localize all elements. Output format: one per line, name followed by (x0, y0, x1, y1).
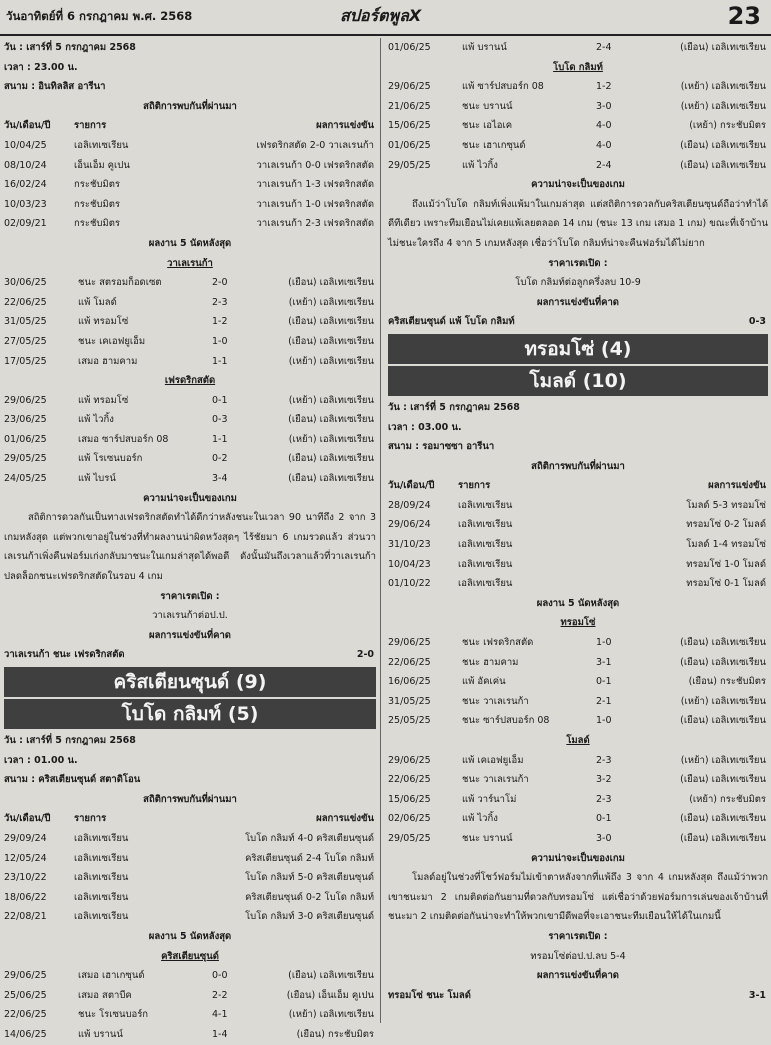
match-info: วัน : เสาร์ที่ 5 กรกฎาคม 2568 (4, 735, 136, 746)
form-row (4, 391, 376, 411)
analysis-paragraph: ถึงแม้ว่าโบโด กลิมท์เพิ่งแพ้มาในเกมล่าสุด แต่สถิติการดวลกับคริสเตียนซุนด์ถือว่าทำได้ดีทีเดียว เพราะทีมเยือนไม่เคยแพ้เลยตลอด 14 เกม (ชนะ 13 เกม เสมอ 1 เกม) ขณะที่เจ้าบ้านไม่ชนะใครถึง 4 จาก 5 เกมหลังสุด เชื่อว่าโบโด กลิมท์น่าจะคืนฟอร์มได้ไม่ยาก (388, 198, 768, 249)
h2h-cell: กระชับมิตร (74, 198, 120, 210)
form-cell: 2-4 (596, 159, 612, 171)
form-cell: (เยือน) เอลิเทเซเรียน (680, 637, 766, 649)
form-cell: แพ้ โมลด์ (78, 296, 117, 308)
form-row (4, 273, 376, 293)
form-cell: 2-1 (596, 695, 612, 707)
match-info: วัน : เสาร์ที่ 5 กรกฎาคม 2568 (388, 401, 520, 413)
form-cell: แพ้ วาร์นาโม่ (462, 793, 517, 805)
form-cell: แพ้ ทรอมโซ่ (78, 316, 129, 328)
h2h-cell: 10/04/23 (388, 558, 431, 570)
form-row (388, 672, 768, 692)
form-cell: 16/06/25 (388, 676, 431, 688)
prediction-row (4, 645, 376, 665)
form-cell: ชนะ ซาร์ปสบอร์ก 08 (462, 715, 550, 727)
h2h-cell: เฟรดริกสตัด 2-0 วาเลเรนก้า (256, 139, 374, 151)
form-row (388, 751, 768, 771)
form-cell: แพ้ ไบรน์ (78, 473, 116, 485)
form-cell: แพ้ โรเซนบอร์ก (78, 453, 143, 465)
h2h-cell: ทรอมโซ่ 0-1 โมลด์ (686, 578, 766, 590)
h2h-cell: กระชับมิตร (74, 218, 120, 230)
form-cell: (เยือน) กระชับมิตร (296, 1028, 374, 1040)
h2h-cell: 10/03/23 (4, 198, 47, 210)
form-cell: 4-0 (596, 120, 612, 132)
prediction-text: วาเลเรนก้า ชนะ เฟรดริกสตัด (4, 649, 125, 661)
h2h-header-cell: รายการ (74, 120, 107, 132)
form-cell: แพ้ อัคเค่น (462, 676, 506, 688)
form-cell: 27/05/25 (4, 335, 47, 347)
h2h-cell: 31/10/23 (388, 539, 431, 551)
form-row (4, 449, 376, 469)
form-row (4, 966, 376, 986)
form-row (4, 430, 376, 450)
h2h-row (4, 888, 376, 908)
h2h-cell: เอลิเทเซเรียน (74, 891, 129, 903)
match-info: สนาม : อินทิลลิส อารีนา (4, 81, 106, 93)
form-title: ผลงาน 5 นัดหลังสุด (148, 930, 232, 942)
h2h-cell: 29/09/24 (4, 832, 47, 844)
prediction-score: 3-1 (748, 989, 766, 1001)
h2h-cell: เอลิเทเซเรียน (74, 911, 129, 923)
page-header (0, 0, 771, 36)
h2h-header-cell: รายการ (74, 813, 107, 825)
form-cell: ชนะ โรเซนบอร์ก (78, 1009, 149, 1021)
h2h-header-cell: วัน/เดือน/ปี (4, 813, 51, 825)
form-cell: (เหย้า) เอลิเทเซเรียน (680, 100, 766, 112)
form-cell: 02/06/25 (388, 813, 431, 825)
form-row (388, 116, 768, 136)
form-row (4, 352, 376, 372)
team-b-title: โบโด กลิมท์ (553, 61, 603, 73)
form-row (388, 692, 768, 712)
h2h-cell: โมลด์ 5-3 ทรอมโซ่ (686, 499, 766, 511)
form-cell: 01/06/25 (388, 42, 431, 53)
form-cell: (เหย้า) เอลิเทเซเรียน (288, 1009, 374, 1021)
h2h-row (4, 829, 376, 849)
h2h-cell: วาเลเรนก้า 2-3 เฟรดริกสตัด (256, 218, 374, 230)
form-cell: 29/06/25 (388, 637, 431, 649)
form-cell: 21/06/25 (388, 100, 431, 112)
form-cell: 29/06/25 (388, 754, 431, 766)
prediction-title: ผลการแข่งขันที่คาด (537, 970, 619, 982)
form-cell: (เยือน) เอลิเทเซเรียน (680, 813, 766, 825)
h2h-row (388, 535, 768, 555)
form-cell: 30/06/25 (4, 277, 47, 289)
match-info: เวลา : 23.00 น. (4, 61, 78, 73)
h2h-cell: วาเลเรนก้า 0-0 เฟรดริกสตัด (256, 159, 374, 171)
form-cell: 25/05/25 (388, 715, 431, 727)
form-cell: 29/05/25 (4, 453, 47, 465)
form-cell: (เหย้า) เอลิเทเซเรียน (288, 296, 374, 308)
form-row (388, 653, 768, 673)
form-cell: (เยือน) เอลิเทเซเรียน (680, 656, 766, 668)
h2h-cell: 10/04/25 (4, 139, 47, 151)
form-row (388, 809, 768, 829)
team-a-banner: คริสเตียนซุนด์ (9) (4, 667, 376, 697)
analysis-title: ความน่าจะเป็นของเกม (531, 179, 625, 191)
form-cell: 22/06/25 (388, 656, 431, 668)
form-cell: (เยือน) เอลิเทเซเรียน (680, 159, 766, 171)
prediction-row (388, 986, 768, 1006)
h2h-cell: 18/06/22 (4, 891, 47, 903)
form-cell: 3-0 (596, 832, 612, 844)
h2h-cell: 23/10/22 (4, 872, 47, 884)
form-cell: (เยือน) เอลิเทเซเรียน (288, 453, 374, 465)
h2h-row (4, 868, 376, 888)
form-cell: 0-1 (212, 394, 228, 406)
h2h-cell: เอ็นเอ็ม คูเปน (74, 159, 130, 171)
odds-title: ราคาเรตเปิด : (548, 930, 608, 942)
h2h-cell: เอลิเทเซเรียน (458, 558, 513, 570)
form-row (388, 97, 768, 117)
form-row (388, 711, 768, 731)
form-cell: 1-2 (596, 81, 612, 93)
team-b-title: เฟรดริกสตัด (164, 375, 216, 387)
h2h-title: สถิติการพบกันที่ผ่านมา (143, 100, 237, 112)
form-cell: (เยือน) เอ็นเอ็ม คูเปน (286, 989, 374, 1001)
form-cell: 24/05/25 (4, 473, 47, 485)
form-cell: (เหย้า) เอลิเทเซเรียน (288, 355, 374, 367)
form-cell: 1-2 (212, 316, 228, 328)
form-cell: (เยือน) เอลิเทเซเรียน (288, 277, 374, 289)
form-cell: 1-0 (212, 335, 228, 347)
form-cell: (เยือน) เอลิเทเซเรียน (288, 414, 374, 426)
analysis-title: ความน่าจะเป็นของเกม (143, 492, 237, 504)
form-cell: 25/06/25 (4, 989, 47, 1001)
page-number: 23 (727, 2, 761, 30)
form-cell: 15/06/25 (388, 793, 431, 805)
form-cell: 4-1 (212, 1009, 228, 1021)
h2h-cell: กระชับมิตร (74, 179, 120, 191)
form-cell: (เยือน) เอลิเทเซเรียน (288, 316, 374, 328)
form-cell: 1-4 (212, 1028, 228, 1040)
team-a-title: คริสเตียนซุนด์ (161, 950, 219, 962)
h2h-title: สถิติการพบกันที่ผ่านมา (143, 793, 237, 805)
form-cell: ชนะ เฮาเกซุนด์ (462, 139, 526, 151)
h2h-cell: วาเลเรนก้า 1-3 เฟรดริกสตัด (256, 179, 374, 191)
form-cell: (เหย้า) เอลิเทเซเรียน (288, 433, 374, 445)
form-cell: 2-4 (596, 42, 612, 53)
form-cell: (เหย้า) เอลิเทเซเรียน (680, 754, 766, 766)
form-row (4, 293, 376, 313)
form-cell: 2-0 (212, 277, 228, 289)
h2h-cell: 29/06/24 (388, 519, 431, 531)
h2h-cell: 12/05/24 (4, 852, 47, 864)
form-title: ผลงาน 5 นัดหลังสุด (148, 237, 232, 249)
h2h-row (388, 555, 768, 575)
form-cell: 0-0 (212, 970, 228, 982)
team-b-banner: โบโด กลิมท์ (5) (4, 699, 376, 729)
h2h-cell: คริสเตียนซุนด์ 0-2 โบโด กลิมท์ (245, 891, 374, 903)
prediction-score: 0-3 (748, 316, 766, 328)
odds-value: ทรอมโซ่ต่อป.ป.ลบ 5-4 (530, 950, 626, 962)
left-column (4, 38, 376, 1045)
form-cell: 01/06/25 (388, 139, 431, 151)
form-cell: 3-0 (596, 100, 612, 112)
form-cell: 29/05/25 (388, 159, 431, 171)
form-cell: 22/06/25 (4, 1009, 47, 1021)
form-cell: (เยือน) เอลิเทเซเรียน (680, 832, 766, 844)
form-cell: ชนะ ฮามคาม (462, 656, 519, 668)
h2h-row (4, 175, 376, 195)
team-a-title: ทรอมโซ่ (560, 617, 596, 629)
h2h-cell: 08/10/24 (4, 159, 47, 171)
h2h-cell: โบโด กลิมท์ 5-0 คริสเตียนซุนด์ (245, 872, 374, 884)
h2h-cell: 02/09/21 (4, 218, 47, 230)
team-a-title: วาเลเรนก้า (167, 257, 213, 269)
h2h-row (4, 849, 376, 869)
form-cell: 23/06/25 (4, 414, 47, 426)
h2h-cell: 16/02/24 (4, 179, 47, 191)
form-cell: (เยือน) เอลิเทเซเรียน (680, 42, 766, 53)
form-cell: ชนะ เคเอฟยูเอ็ม (78, 335, 146, 347)
form-cell: 22/06/25 (388, 774, 431, 786)
prediction-row (388, 312, 768, 332)
prediction-text: คริสเตียนซุนด์ แพ้ โบโด กลิมท์ (388, 316, 515, 328)
h2h-title: สถิติการพบกันที่ผ่านมา (531, 460, 625, 472)
form-cell: 4-0 (596, 139, 612, 151)
h2h-header-cell: วัน/เดือน/ปี (4, 120, 51, 132)
form-cell: แพ้ บรานน์ (462, 42, 507, 53)
h2h-header-cell: ผลการแข่งขัน (316, 813, 374, 825)
form-cell: 22/06/25 (4, 296, 47, 308)
h2h-cell: โบโด กลิมท์ 4-0 คริสเตียนซุนด์ (245, 832, 374, 844)
form-cell: 1-1 (212, 433, 228, 445)
form-cell: 29/06/25 (388, 81, 431, 93)
form-cell: แพ้ บรานน์ (78, 1028, 123, 1040)
analysis-paragraph: โมลด์อยู่ในช่วงที่โชว์ฟอร์มไม่เข้าตาหลังจากที่แพ้ถึง 3 จาก 4 เกมหลังสุด ถึงแม้ว่าพวกเขาชนะมา 2 เกมติดต่อกันยามที่ดวลกับทรอมโซ่ แต่เชื่อว่าด้วยฟอร์มการเล่นของเจ้าบ้านที่ชนะมา 2 เกมติดต่อกันน่าจะทำให้พวกเขามีดีพอที่จะเอาชนะทีมเยือนให้ได้ในเกมนี้ (388, 872, 768, 923)
form-cell: (เยือน) กระชับมิตร (688, 676, 766, 688)
prediction-title: ผลการแข่งขันที่คาด (537, 296, 619, 308)
issue-date: วันอาทิตย์ที่ 6 กรกฎาคม พ.ศ. 2568 (6, 9, 193, 23)
form-cell: 29/06/25 (4, 394, 47, 406)
match-info: เวลา : 01.00 น. (4, 754, 78, 766)
form-row (388, 770, 768, 790)
form-cell: (เหย้า) กระชับมิตร (689, 120, 766, 132)
h2h-row (4, 214, 376, 234)
form-cell: 17/05/25 (4, 355, 47, 367)
form-cell: เสมอ ฮามคาม (78, 355, 138, 367)
form-row (388, 77, 768, 97)
match-info: เวลา : 03.00 น. (388, 421, 462, 433)
form-cell: 0-1 (596, 813, 612, 825)
h2h-cell: 28/09/24 (388, 499, 431, 511)
form-cell: (เยือน) เอลิเทเซเรียน (680, 774, 766, 786)
newspaper-logo: สปอร์ตพูลX (340, 6, 422, 25)
h2h-cell: 22/08/21 (4, 911, 47, 923)
h2h-cell: เอลิเทเซเรียน (458, 499, 513, 511)
form-cell: ชนะ วาเลเรนก้า (462, 695, 529, 707)
form-cell: เสมอ เฮาเกซุนด์ (78, 970, 145, 982)
h2h-header (4, 809, 376, 829)
form-cell: 0-3 (212, 414, 228, 426)
h2h-cell: ทรอมโซ่ 1-0 โมลด์ (686, 558, 766, 570)
team-b-banner: โมลด์ (10) (388, 366, 768, 396)
form-cell: เสมอ สตาบีค (78, 989, 132, 1001)
h2h-cell: โมลด์ 1-4 ทรอมโซ่ (686, 539, 766, 551)
form-cell: 2-3 (596, 754, 612, 766)
analysis-title: ความน่าจะเป็นของเกม (531, 852, 625, 864)
form-cell: 2-3 (596, 793, 612, 805)
form-cell: ชนะ เฟรดริกสตัด (462, 637, 534, 649)
form-cell: 14/06/25 (4, 1028, 47, 1040)
h2h-cell: เอลิเทเซเรียน (74, 832, 129, 844)
form-cell: แพ้ ไวกิ้ง (462, 159, 498, 171)
form-row (4, 410, 376, 430)
h2h-header (4, 116, 376, 136)
h2h-cell: เอลิเทเซเรียน (74, 872, 129, 884)
form-cell: 0-1 (596, 676, 612, 688)
form-cell: (เหย้า) เอลิเทเซเรียน (288, 394, 374, 406)
form-row (388, 633, 768, 653)
h2h-header-cell: ผลการแข่งขัน (316, 120, 374, 132)
analysis-paragraph: สถิติการดวลกันเป็นทางเฟรดริกสตัดทำได้ดีกว่าหลังชนะในเวลา 90 นาทีถึง 2 จาก 3 เกมหลังสุด แต่พวกเขาอยู่ในช่วงที่ทำผลงานน่าผิดหวังสุดๆ ไร้ชัยมา 6 เกมรวดแล้ว ส่วนวาเลเรนก้าเพิ่งคืนฟอร์มเก่งกลับมาชนะในเกมล่าสุดได้พอดี ดังนั้นมันถึงเวลาแล้วที่วาเลเรนก้าปลดล็อกชนะเฟรดริกสตัดในรอบ 4 เกม (4, 512, 376, 583)
h2h-cell: เอลิเทเซเรียน (74, 139, 129, 151)
h2h-cell: เอลิเทเซเรียน (74, 852, 129, 864)
match-info: วัน : เสาร์ที่ 5 กรกฎาคม 2568 (4, 42, 136, 53)
form-cell: 2-3 (212, 296, 228, 308)
h2h-header (388, 476, 768, 496)
form-row (388, 156, 768, 176)
form-cell: (เหย้า) เอลิเทเซเรียน (680, 81, 766, 93)
form-cell: 29/05/25 (388, 832, 431, 844)
form-cell: แพ้ ไวกิ้ง (78, 414, 114, 426)
h2h-cell: 01/10/22 (388, 578, 431, 590)
form-cell: ชนะ เอไอเค (462, 120, 513, 132)
odds-value: โบโด กลิมท์ต่อลูกครึ่งลบ 10-9 (515, 277, 641, 289)
form-cell: เสมอ ซาร์ปสบอร์ก 08 (78, 433, 169, 445)
form-cell: 01/06/25 (4, 433, 47, 445)
form-row (4, 469, 376, 489)
prediction-title: ผลการแข่งขันที่คาด (149, 629, 231, 641)
h2h-row (4, 136, 376, 156)
form-cell: 15/06/25 (388, 120, 431, 132)
form-cell: ชนะ บรานน์ (462, 100, 513, 112)
h2h-cell: เอลิเทเซเรียน (458, 539, 513, 551)
form-title: ผลงาน 5 นัดหลังสุด (536, 597, 620, 609)
form-cell: 0-2 (212, 453, 228, 465)
form-cell: 1-0 (596, 637, 612, 649)
form-cell: ชนะ วาเลเรนก้า (462, 774, 529, 786)
form-row (4, 332, 376, 352)
form-cell: แพ้ ซาร์ปสบอร์ก 08 (462, 81, 544, 93)
form-cell: (เหย้า) กระชับมิตร (689, 793, 766, 805)
odds-value: วาเลเรนก้าต่อป.ป. (152, 610, 228, 622)
h2h-cell: โบโด กลิมท์ 3-0 คริสเตียนซุนด์ (245, 911, 374, 923)
column-divider (380, 38, 381, 1023)
match-info: สนาม : คริสเตียนซุนด์ สตาดิโอน (4, 774, 141, 786)
form-cell: แพ้ ทรอมโซ่ (78, 394, 129, 406)
h2h-cell: คริสเตียนซุนด์ 2-4 โบโด กลิมท์ (245, 852, 374, 864)
odds-title: ราคาเรตเปิด : (548, 257, 608, 269)
h2h-row (4, 195, 376, 215)
form-cell: 1-0 (596, 715, 612, 727)
form-cell: 31/05/25 (388, 695, 431, 707)
h2h-cell: ทรอมโซ่ 0-2 โมลด์ (686, 519, 766, 531)
form-cell: แพ้ เคเอฟยูเอ็ม (462, 754, 524, 766)
form-cell: 31/05/25 (4, 316, 47, 328)
h2h-header-cell: ผลการแข่งขัน (708, 480, 766, 492)
form-cell: (เยือน) เอลิเทเซเรียน (288, 335, 374, 347)
form-cell: 3-4 (212, 473, 228, 485)
form-row (388, 38, 768, 58)
form-cell: (เยือน) เอลิเทเซเรียน (288, 473, 374, 485)
form-cell: 29/06/25 (4, 970, 47, 982)
h2h-row (388, 496, 768, 516)
form-row (4, 1005, 376, 1025)
h2h-row (4, 156, 376, 176)
form-row (388, 790, 768, 810)
h2h-row (388, 515, 768, 535)
match-info: สนาม : รอมาซซา อารีนา (388, 441, 495, 453)
team-b-title: โมลด์ (566, 735, 590, 746)
team-a-banner: ทรอมโซ่ (4) (388, 334, 768, 364)
form-cell: 2-2 (212, 989, 228, 1001)
h2h-cell: เอลิเทเซเรียน (458, 519, 513, 531)
h2h-header-cell: วัน/เดือน/ปี (388, 480, 435, 492)
odds-title: ราคาเรตเปิด : (160, 590, 220, 602)
h2h-row (388, 574, 768, 594)
form-cell: (เยือน) เอลิเทเซเรียน (680, 715, 766, 727)
form-row (4, 312, 376, 332)
form-cell: (เหย้า) เอลิเทเซเรียน (680, 695, 766, 707)
h2h-cell: เอลิเทเซเรียน (458, 578, 513, 590)
prediction-score: 2-0 (356, 649, 374, 661)
form-row (388, 136, 768, 156)
prediction-text: ทรอมโซ่ ชนะ โมลด์ (388, 989, 471, 1001)
form-cell: แพ้ ไวกิ้ง (462, 813, 498, 825)
form-cell: 1-1 (212, 355, 228, 367)
form-cell: 3-2 (596, 774, 612, 786)
h2h-header-cell: รายการ (458, 480, 491, 492)
form-cell: 3-1 (596, 656, 612, 668)
right-column (388, 38, 768, 1005)
form-cell: ชนะ สตรอมก็อดเซต (78, 277, 162, 289)
form-row (388, 829, 768, 849)
form-cell: ชนะ บรานน์ (462, 832, 513, 844)
h2h-row (4, 907, 376, 927)
form-row (4, 1025, 376, 1045)
form-cell: (เยือน) เอลิเทเซเรียน (288, 970, 374, 982)
h2h-cell: วาเลเรนก้า 1-0 เฟรดริกสตัด (256, 198, 374, 210)
form-cell: (เยือน) เอลิเทเซเรียน (680, 139, 766, 151)
form-row (4, 986, 376, 1006)
